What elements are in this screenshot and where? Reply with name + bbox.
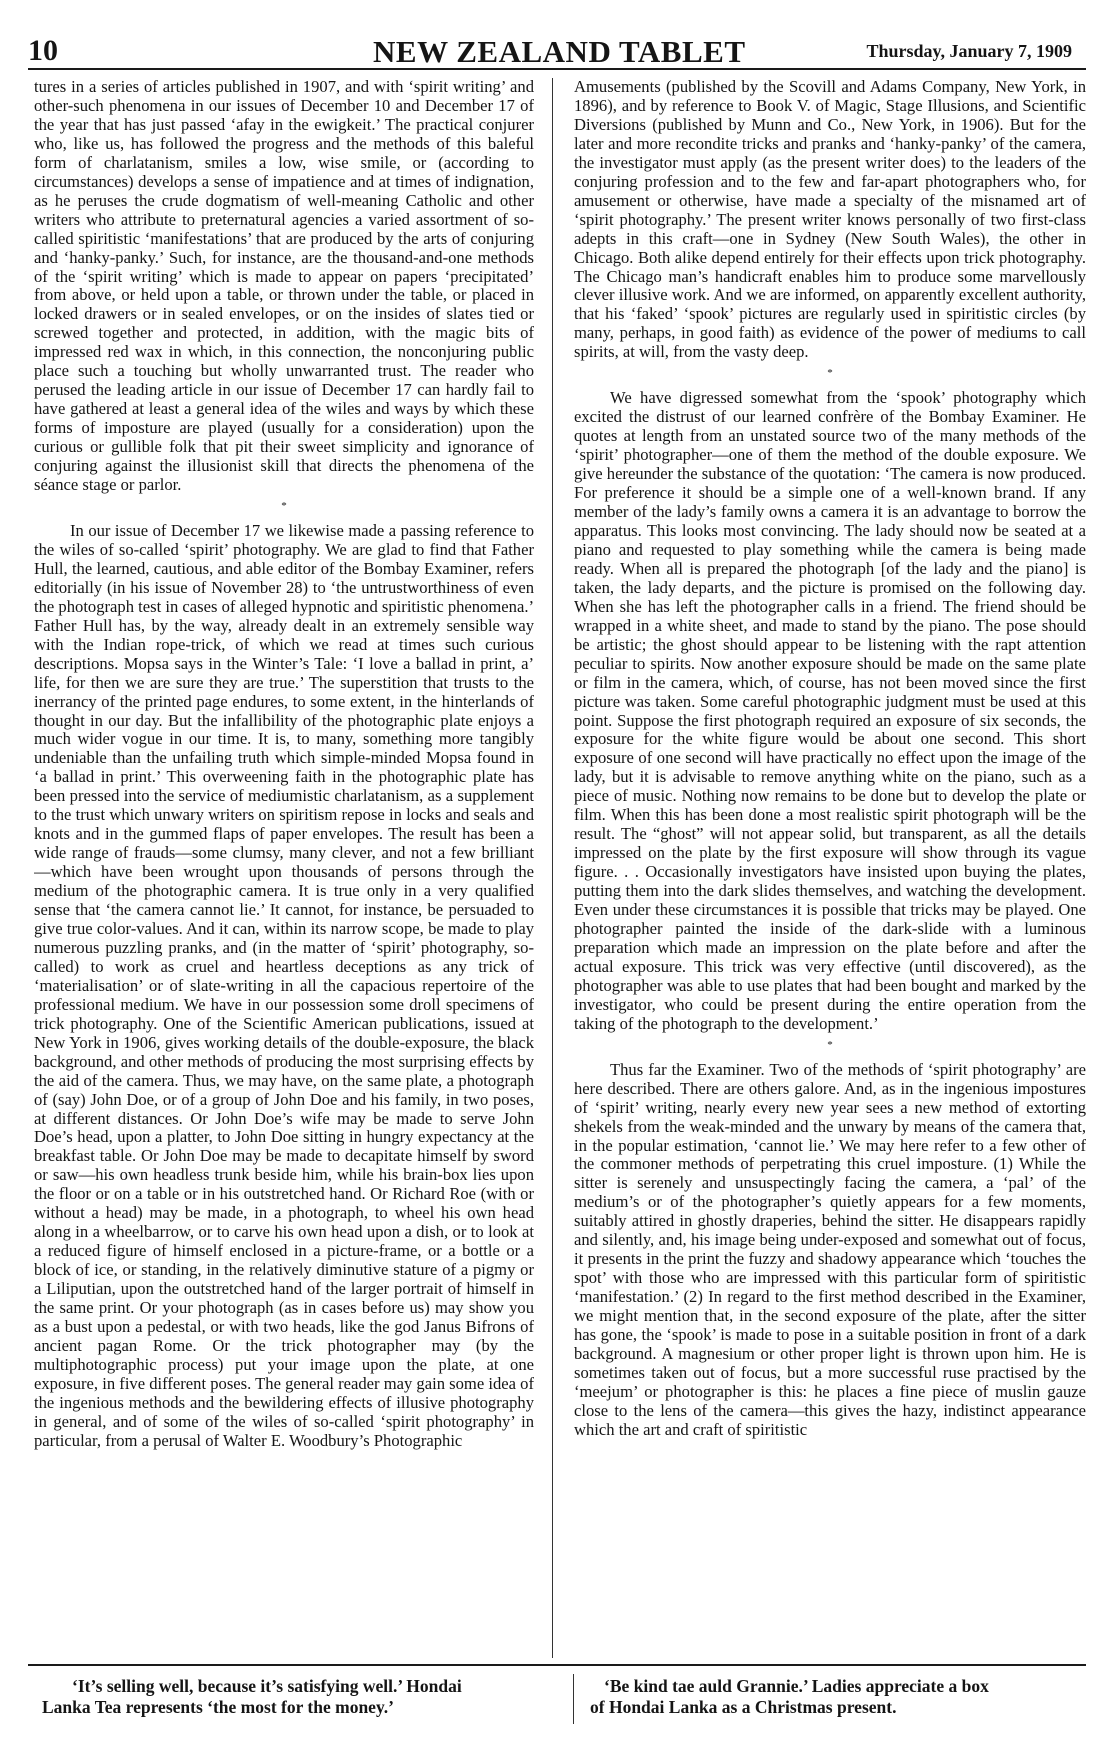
newspaper-title: NEW ZEALAND TABLET [373,34,746,69]
article-paragraph: Thus far the Examiner. Two of the methods of ‘spirit photography’ are here described. There are others galore. And, as in the ingenious impostures of ‘spirit’ writing, nearly every new year sees a new method of extorting shekels from the weak-minded and the unwary by means of the camera that, in the popular estimation, ‘cannot lie.’ We may here refer to a few other of the commoner methods of perpetrating this cruel imposture. (1) While the sitter is serenely and unsuspectingly facing the camera, a ‘pal’ of the medium’s or of the photographer’s quietly appears for a few moments, suitably attired in ghostly draperies, behind the sitter. He disappears rapidly and silently, and, his image being under-exposed and somewhat out of focus, it presents in the print the fuzzy and shadowy appearance which ‘touches the spot’ with those who are impressed with this particular form of spiritistic ‘manifestation.’ (2) In regard to the first method described in the Examiner, we might mention that, in the second exposure of the plate, after the sitter has gone, the ‘spook’ is made to pose in a suitable position in front of a dark background. A magnesium or other proper light is thrown upon him. He is sometimes taken out of focus, but a more successful ruse practised by the ‘meejum’ or photographer is this: he places a fine piece of muslin gauze close to the lens of the camera—this gives the hazy, indistinct appearance which the art and craft of spiritistic [574,1059,1086,1439]
article-paragraph: Amusements (published by the Scovill and Adams Company, New York, in 1896), and by reference to Book V. of Magic, Stage Illusions, and Scientific Diversions (published by Munn and Co., New York, in 1906). But for the later and more recondite tricks and pranks and ‘hanky-panky’ of the camera, the investigator must apply (as the present writer does) to the leaders of the conjuring profession and to the few and far-apart photographers who, for amusement or otherwise, have made a specialty of the misnamed art of ‘spirit photography.’ The present writer knows personally of two first-class adepts in this craft—one in Sydney (New South Wales), the other in Chicago. Both alike depend entirely for their effects upon trick photography. The Chicago man’s handicraft enables him to produce some marvellously clever illusive work. And we are informed, on apparently excellent authority, that his ‘faked’ ‘spook’ pictures are regularly used in spiritistic circles (by many, perhaps, in good faith) as evidence of the power of mediums to call spirits, at will, from the vasty deep. [574,78,1086,362]
page-number: 10 [28,34,58,67]
advertisement-left [42,1676,542,1718]
header-rule [28,68,1086,70]
column-divider [552,78,553,1658]
section-separator-star: * [827,367,833,380]
section-separator-star: * [281,499,287,512]
ad-divider [573,1674,574,1724]
article-paragraph: tures in a series of articles published in 1907, and with ‘spirit writing’ and other-such phenomena in our issues of December 10 and December 17 of the year that has just passed ‘afay in the ewigkeit.’ The practical conjurer who, like us, has followed the progress and the methods of this baleful form of charlatanism, smiles a low, wise smile, or (according to circumstances) develops a sense of impatience and at times of indignation, as he peruses the crude dogmatism of well-meaning Catholic and other writers who attribute to preternatural agencies a varied assortment of so-called spiritistic ‘manifestations’ that are produced by the arts of conjuring and ‘hanky-panky.’ Such, for instance, are the thousand-and-one methods of the ‘spirit writing’ which is made to appear on papers ‘precipitated’ from above, or held upon a table, or thrown under the table, or placed in locked drawers or in sealed envelopes, or on the insides of slates tied or screwed together and protected, in addition, with the magic bits of impressed red wax in which, in this connection, the nonconjuring public place such a touching but wholly unwarranted trust. The reader who perused the leading article in our issue of December 17 can hardly fail to have gathered at least a general idea of the wiles and ways by which these forms of imposture are played (usually for a consideration) upon the curious or gullible folk that pit their sweet simplicity and ignorance of conjuring against the illusionist skill that directs the phenomena of the séance stage or parlor. [34,78,534,495]
issue-date: Thursday, January 7, 1909 [866,41,1072,61]
article-paragraph: In our issue of December 17 we likewise made a passing reference to the wiles of so-called ‘spirit’ photography. We are glad to find that Father Hull, the learned, cautious, and able editor of the Bombay Examiner, refers editorially (in his issue of November 28) to ‘the untrustworthiness of even the photograph test in cases of alleged hypnotic and spiritistic phenomena.’ Father Hull has, by the way, already dealt in an extremely sensible way with the Indian rope-trick, of which we read at times such curious descriptions. Mopsa says in the Winter’s Tale: ‘I love a ballad in print, a’ life, for then we are sure they are true.’ The superstition that trusts to the inerrancy of the printed page endures, to some extent, in the hinterlands of thought in our day. But the infallibility of the photographic plate enjoys a much wider vogue in our time. It is, to many, something more tangibly undeniable than the unfailing truth which simple-minded Mopsa found in ‘a ballad in print.’ This overweening faith in the photographic plate has been pressed into the service of mediumistic charlatanism, as a supplement to the trust which unwary writers on spiritism repose in locks and seals and knots and in the gummed flaps of paper envelopes. The result has been a wide range of frauds—some clumsy, many clever, and not a few brilliant—which have been wrought upon thousands of persons through the medium of the photographic camera. It is true only in a very qualified sense that ‘the camera cannot lie.’ It cannot, for instance, be persuaded to give true color-values. And it can, within its narrow scope, be made to play numerous puzzling pranks, and (in the matter of ‘spirit’ photography, so-called) to work as cruel and heartless deceptions as any trick of ‘materialisation’ or of slate-writing in all the capacious repertoire of the professional medium. We have in our possession some droll specimens of trick photography. One of the Scientific American publications, issued at New York in 1906, gives working details of the double-exposure, the black background, and other methods of producing the most surprising effects by the aid of the camera. Thus, we may have, on the same plate, a photograph of (say) John Doe, or of a group of John Doe and his family, in two poses, at different distances. Or John Doe’s wife may be made to serve John Doe’s head, upon a platter, to John Doe sitting in hungry expectancy at the breakfast table. Or John Doe may be made to decapitate himself by sword or saw—his own headless trunk beside him, while his brain-box lies upon the floor or on a table or in his outstretched hand. Or Richard Roe (with or without a head) may be made, in a photograph, to wheel his own head along in a wheelbarrow, or to carve his own head upon a dish, or to look at a reduced figure of himself enclosed in a picture-frame, or a bottle or a block of ice, or standing, in the relatively diminutive stature of a pigmy or a Liliputian, upon the outstretched hand of the larger portrait of himself in the same print. Or your photograph (as in cases before us) may show you as a bust upon a pedestal, or with two heads, like the god Janus Bifrons of ancient pagan Rome. Or the trick photographer may (by the multiphotographic process) put your image upon the plate, at one exposure, in five different poses. The general reader may gain some idea of the ingenious methods and the bewildering effects of illusive photography in general, and of some of the wiles of so-called ‘spirit photography’ in particular, from a perusal of Walter E. Woodbury’s Photographic [34,520,534,1450]
footer-rule [28,1664,1086,1666]
ad-line: Lanka Tea represents ‘the most for the money.’ [42,1697,394,1717]
advertisement-right [590,1676,1086,1718]
section-separator-star: * [827,1038,833,1051]
ad-line: of Hondai Lanka as a Christmas present. [590,1697,897,1717]
ad-line: ‘Be kind tae auld Grannie.’ Ladies appreciate a box [604,1676,989,1696]
left-column [34,78,534,1648]
right-column [574,78,1086,1648]
article-paragraph: We have digressed somewhat from the ‘spook’ photography which excited the distrust of our learned confrère of the Bombay Examiner. He quotes at length from an unstated source two of the many methods of the ‘spirit’ photographer—one of them the method of the double exposure. We give hereunder the substance of the quotation: ‘The camera is now produced. For preference it should be a simple one of a well-known brand. If any member of the lady’s family owns a camera it is an advantage to borrow the apparatus. This looks most convincing. The lady should now be seated at a piano and requested to play something while the camera is being made ready. When all is prepared the photograph [of the lady and the piano] is taken, the lady departs, and the picture is promised on the following day. When she has left the photographer calls in a friend. The friend should be wrapped in a white sheet, and made to stand by the piano. The pose should be artistic; the ghost should appear to be listening with the rapt attention peculiar to spirits. Now another exposure should be made on the same plate or film in the camera, which, of course, has not been moved since the first picture was taken. Some careful photographic judgment must be used at this point. Suppose the first photograph required an exposure of six seconds, the exposure for the white figure would be about one second. This short exposure of one second will have practically no effect upon the image of the lady, but it is advisable to remove anything white on the piano, such as a piece of music. Nothing now remains to be done but to develop the plate or film. When this has been done a most realistic spirit photograph will be the result. The “ghost” will not appear solid, but transparent, as all the details impressed on the plate by the first exposure will show through its vague figure. . . Occasionally investigators have insisted upon buying the plates, putting them into the dark slides themselves, and watching the development. Even under these circumstances it is possible that tricks may be played. One photographer painted the inside of the dark-slide with a luminous preparation which made an impression on the plate before and after the actual exposure. This trick was very effective (until discovered), as the photographer was able to use plates that had been bought and marked by the investigator, who could be present during the entire operation from the taking of the photograph to the development.’ [574,388,1086,1033]
ad-line: ‘It’s selling well, because it’s satisfying well.’ Hondai [72,1676,462,1696]
page-header [28,14,1086,74]
